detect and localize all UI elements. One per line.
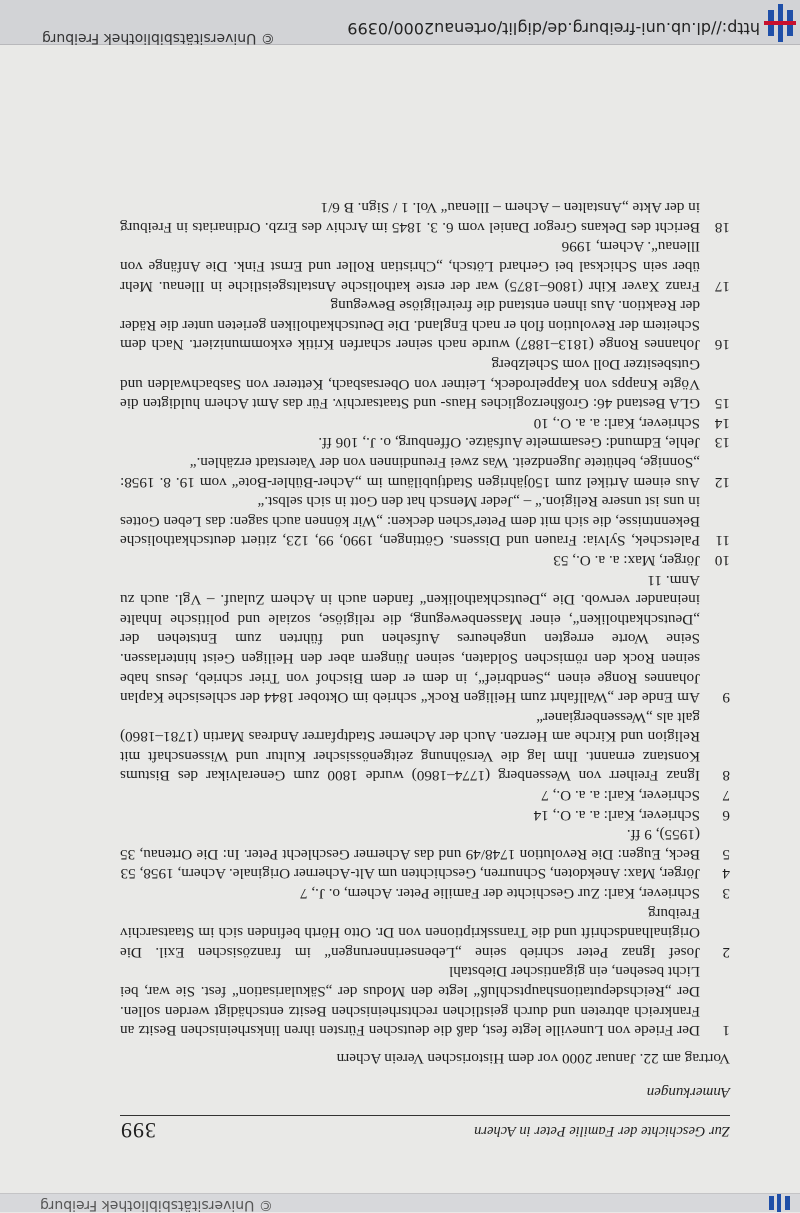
footnote-number: 3 (722, 885, 730, 903)
intro-line: Vortrag am 22. Januar 2000 vor dem Historischen Verein Achern (336, 1049, 730, 1067)
footnote-text: Schriever, Karl: a. a. O., 10 (533, 414, 700, 432)
footer-strip (0, 1193, 800, 1212)
book-page (120, 198, 730, 1143)
footnote-text: Paletschek, Sylvia: Frauen und Dissens. Göttingen, 1990, 99, 123, zitiert deutschkatholische Bekenntnisse, die sich mit dem Peter'schen decken: „Wir können auch sagen: das Leben Gottes in uns ist unsere Religion.“ – „Jeder Mensch hat den Gott in sich selbst.“ (120, 493, 700, 550)
footnote-text: Am Ende der „Wallfahrt zum Heiligen Rock“ schrieb im Oktober 1844 der schlesische Kaplan Johannes Ronge einen „Sendbrief“, in dem er dem Bischof von Trier schrieb, Jesus habe seinen Rock den römischen Soldaten, seinen Jüngern aber den Heiligen Geist hinterlassen. Seine Worte erregten ungeheures Aufsehen und führten zum Entstehen der „Deutschkatholiken“, einer Massenbewegung, die religiöse, soziale und politische Inhalte ineinander verwob. Die „Deutschkatholiken“ fanden auch in Achern Zulauf. – Vgl. auch zu Anm. 11 (120, 571, 700, 707)
footnote-number: 10 (714, 551, 730, 569)
ub-logo-icon (762, 4, 798, 42)
footnote-text: Aus einem Artikel zum 150jährigen Stadtjubiläum im „Acher-Bühler-Bote“ vom 19. 8. 1958: „Sonnige, behütete Jugendzeit. Was zwei Freundinnen von der Vaterstadt erzählen.“ (120, 454, 700, 491)
footnote (120, 903, 730, 962)
footnote-text: GLA Bestand 46: Großherzogliches Haus- und Staatsarchiv. Für das Amt Achern huldigten die Vögte Knapps von Kappelrodeck, Leitner von Obersasbach, Ketterer von Sasbachwalden und Gutsbesitzer Doll vom Schelzberg (120, 356, 700, 413)
footnote (120, 786, 730, 806)
footer-copyright: © Universitätsbibliothek Freiburg (40, 1197, 273, 1213)
section-title: Anmerkungen (646, 1084, 730, 1101)
footnote (120, 296, 730, 355)
page-number: 399 (120, 1118, 156, 1143)
footnote (120, 413, 730, 433)
footnote-number: 15 (714, 395, 730, 413)
footnote-number: 7 (722, 787, 730, 805)
footnote-number: 11 (715, 532, 730, 550)
footnote (120, 962, 730, 1040)
footnote (120, 707, 730, 785)
footnote-text: Beck, Eugen: Die Revolution 1748/49 und das Acherner Geschlecht Peter. In: Die Ortenau, 35 (1955), 9 ff. (120, 826, 700, 863)
footnote (120, 198, 730, 237)
footnote-number: 14 (714, 414, 730, 432)
footnote (120, 237, 730, 296)
footnote-number: 6 (722, 806, 730, 824)
footnote (120, 550, 730, 570)
footnote-text: Bericht des Dekans Gregor Daniel vom 6. 3. 1845 im Archiv des Erzb. Ordinariats in Freiburg in der Akte „Anstalten – Achern – Illenau“ Vol. 1 / Sign. B 6/1 (120, 199, 700, 236)
header-copyright: © Universitätsbibliothek Freiburg (42, 30, 275, 46)
footnote-number: 16 (714, 336, 730, 354)
footnote (120, 354, 730, 413)
footnote (120, 825, 730, 864)
footnote (120, 883, 730, 903)
running-head-title: Zur Geschichte der Familie Peter in Achern (474, 1123, 730, 1139)
footnote (120, 452, 730, 491)
footnote (120, 433, 730, 453)
footnote-text: Johannes Ronge (1813–1887) wurde nach seiner scharfen Kritik exkommuniziert. Nach dem Scheitern der Revolution floh er nach England. Die Deutschkatholiken gerieten unter die Räder der Reaktion. Aus ihnen entstand die freireligiöse Bewegung (120, 297, 700, 354)
footnote-number: 12 (714, 473, 730, 491)
running-head (120, 1115, 730, 1143)
footnote-text: Der Friede von Luneville legte fest, daß die deutschen Fürsten ihren linksrheinischen Besitz an Frankreich abtreten und durch geistlichen rechtsrheinischen Besitz entschädigt werden sollen. Der „Reichsdeputationshauptschluß“ legte den Modus der „Säkularisation“ fest. Sie war, bei Licht besehen, ein gigantischer Diebstahl (120, 963, 700, 1040)
footnote-number: 18 (714, 218, 730, 236)
footnote-number: 5 (722, 845, 730, 863)
footnote-number: 2 (722, 943, 730, 961)
footnote-text: Schriever, Karl: a. a. O., 7 (541, 787, 700, 805)
footnote-text: Jörger, Max: Anekdoten, Schnurren, Geschichten um Alt-Acherner Originale. Achern, 1958, 53 (120, 865, 700, 883)
footnote (120, 492, 730, 551)
footnote-number: 17 (714, 277, 730, 295)
footnote-text: Franz Xaver Kihr (1806–1875) war der erste katholische Anstaltsgeistliche in Illenau. Mehr über sein Schicksal bei Gerhard Lötsch, „Christian Roller und Ernst Fink. Die Anfänge von Illenau“. Achern, 1996 (120, 238, 700, 295)
notes-list (120, 198, 730, 1041)
header-bar (0, 0, 800, 45)
footnote-number: 9 (722, 689, 730, 707)
footnote-text: Ignaz Freiherr von Wessenberg (1774–1860) wurde 1800 zum Generalvikar des Bistums Konstanz ernannt. Ihm lag die Versöhnung zeitgenössischer Kultur und Wissenschaft mit Religion und Kirche am Herzen. Auch der Acherner Stadtpfarrer Andreas Martin (1781–1860) galt als „Wessenbergianer“ (120, 708, 700, 785)
footnote-text: Schriever, Karl: Zur Geschichte der Familie Peter. Achern, o. J., 7 (299, 885, 700, 903)
footnote-text: Jehle, Edmund: Gesammelte Aufsätze. Offenburg, o. J., 106 ff. (318, 434, 700, 452)
footnote-number: 8 (722, 767, 730, 785)
footnote (120, 570, 730, 707)
footnote-text: Jörger, Max: a. a. O., 53 (553, 551, 700, 569)
document-url-link[interactable]: http://dl.ub.uni-freiburg.de/diglit/ortenau2000/0399 (347, 19, 760, 38)
footnote (120, 864, 730, 884)
footnote-number: 13 (714, 434, 730, 452)
footnote-text: Josef Ignaz Peter schrieb seine „Lebenserinnerungen“ im französischen Exil. Die Originalhandschrift und die Transskriptionen von Dr. Otto Hörth befinden sich im Staatsarchiv Freiburg (120, 904, 700, 961)
ub-logo-icon (764, 1194, 794, 1212)
footnote-number: 1 (722, 1022, 730, 1040)
footnote (120, 805, 730, 825)
footnote-number: 4 (722, 865, 730, 883)
footnote-text: Schriever, Karl: a. a. O., 14 (533, 806, 700, 824)
